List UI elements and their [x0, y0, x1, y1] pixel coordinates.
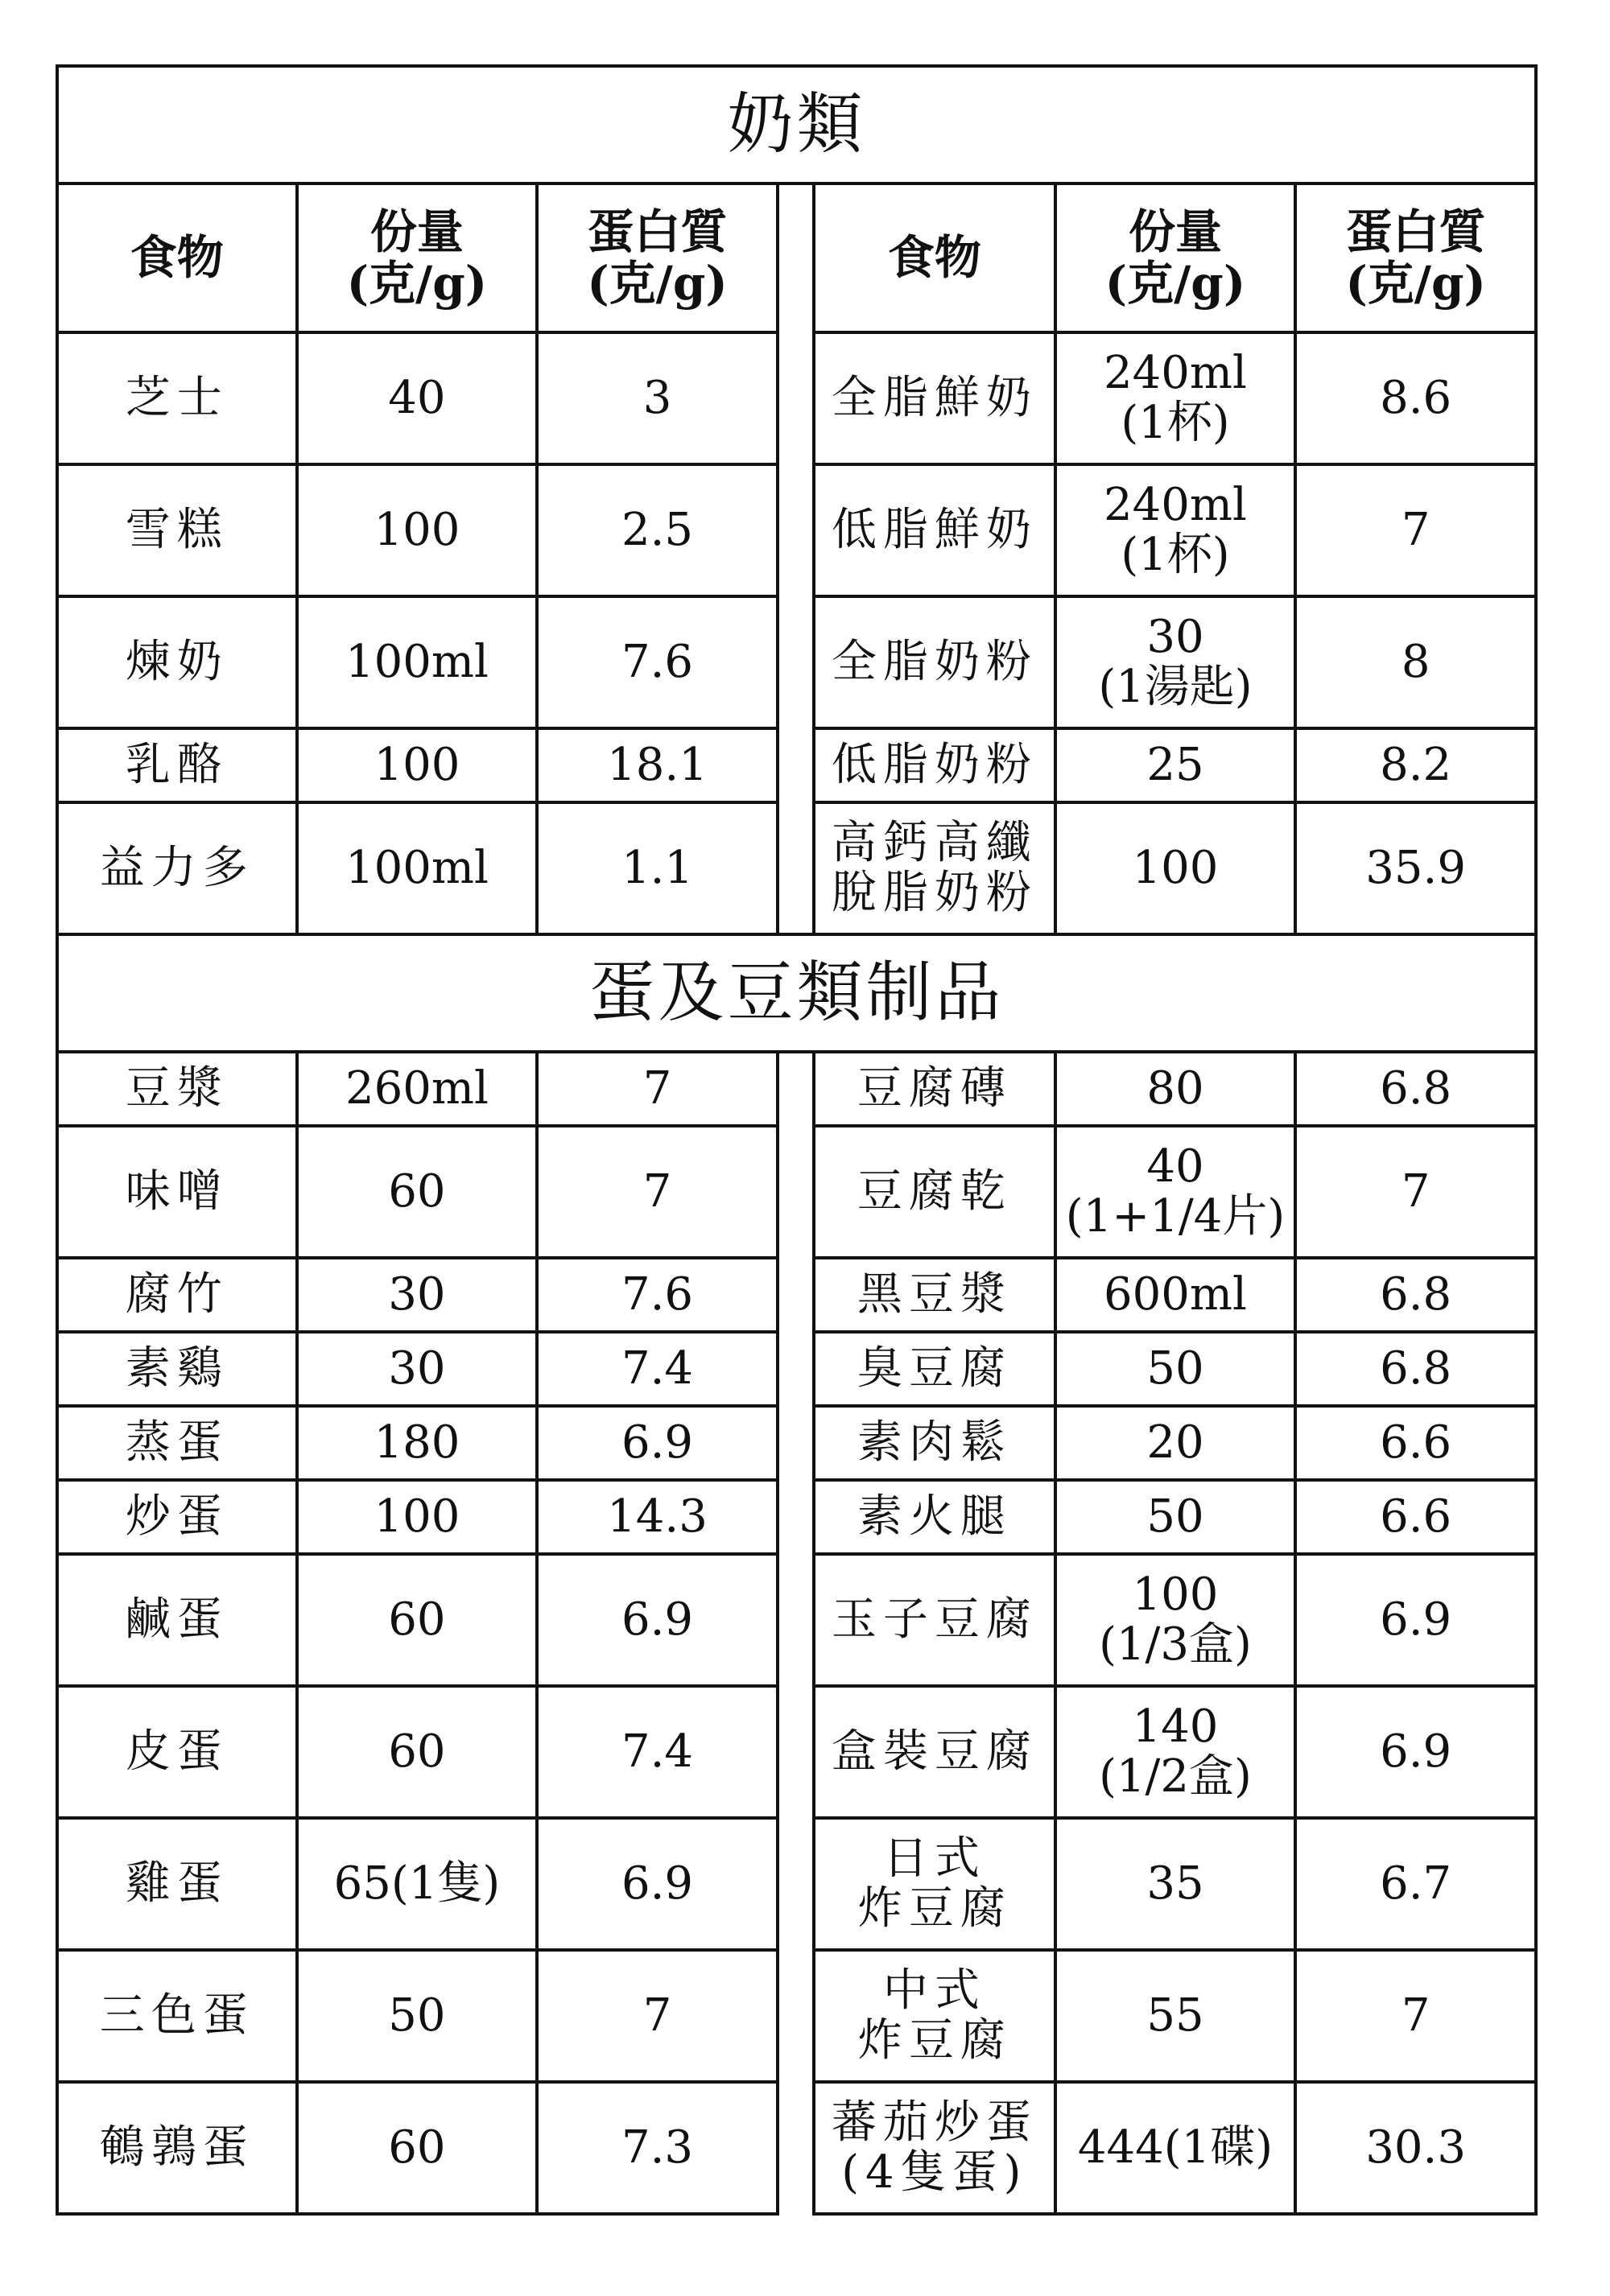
portion-cell: 60	[297, 1554, 538, 1686]
protein-cell: 8	[1295, 596, 1536, 728]
column-divider	[778, 1126, 814, 1258]
table-row	[57, 1686, 1536, 1818]
column-divider	[778, 1950, 814, 2082]
column-divider	[778, 728, 814, 802]
table-row	[57, 332, 1536, 464]
food-name-cell: 臭豆腐	[814, 1332, 1055, 1406]
protein-cell: 7.4	[537, 1332, 778, 1406]
column-divider	[778, 1686, 814, 1818]
protein-cell: 8.6	[1295, 332, 1536, 464]
protein-cell: 6.9	[1295, 1554, 1536, 1686]
table-row	[57, 728, 1536, 802]
protein-cell: 7	[537, 1126, 778, 1258]
portion-cell: 20	[1055, 1406, 1296, 1480]
portion-cell-line2: (1湯匙)	[1098, 661, 1253, 713]
portion-cell-line2: (1/3盒)	[1099, 1618, 1252, 1671]
portion-cell	[1055, 1686, 1296, 1818]
table-row	[57, 2082, 1536, 2214]
portion-cell: 60	[297, 1126, 538, 1258]
food-name-cell: 炒蛋	[57, 1480, 297, 1554]
food-name-cell-line1: 高鈣高纖	[831, 817, 1038, 870]
portion-cell-line1: 240ml	[1104, 347, 1247, 400]
food-name-cell-line1: 日式	[882, 1832, 986, 1886]
food-name-cell: 玉子豆腐	[814, 1554, 1055, 1686]
food-name-cell: 味噌	[57, 1126, 297, 1258]
portion-cell-line2: (1杯)	[1121, 529, 1230, 581]
column-divider	[778, 2082, 814, 2214]
portion-cell: 25	[1055, 728, 1296, 802]
column-divider	[778, 802, 814, 934]
table-row	[57, 1818, 1536, 1950]
table-row	[57, 596, 1536, 728]
food-name-cell-line2: 炸豆腐	[857, 1882, 1012, 1935]
table-row	[57, 1258, 1536, 1332]
food-name-cell-line1: 蕃茄炒蛋	[831, 2096, 1038, 2150]
protein-cell: 6.9	[537, 1406, 778, 1480]
food-name-cell: 皮蛋	[57, 1686, 297, 1818]
header-protein-line1: 蛋白質	[587, 204, 728, 259]
portion-cell: 60	[297, 2082, 538, 2214]
table-row	[57, 1332, 1536, 1406]
table-row	[57, 464, 1536, 596]
protein-cell: 6.9	[537, 1554, 778, 1686]
portion-cell: 100ml	[297, 596, 538, 728]
column-divider	[778, 1480, 814, 1554]
food-name-cell: 腐竹	[57, 1258, 297, 1332]
protein-cell: 6.8	[1295, 1332, 1536, 1406]
food-name-cell: 芝士	[57, 332, 297, 464]
table-row	[57, 1480, 1536, 1554]
food-name-cell: 三色蛋	[57, 1950, 297, 2082]
table-row	[57, 1950, 1536, 2082]
protein-cell: 6.6	[1295, 1480, 1536, 1554]
portion-cell: 30	[297, 1332, 538, 1406]
food-name-cell	[814, 1950, 1055, 2082]
protein-cell: 2.5	[537, 464, 778, 596]
column-divider	[778, 464, 814, 596]
food-name-cell: 素火腿	[814, 1480, 1055, 1554]
portion-cell: 50	[1055, 1480, 1296, 1554]
food-name-cell: 全脂奶粉	[814, 596, 1055, 728]
header-protein-line2: (克/g)	[587, 255, 728, 311]
header-food: 食物	[814, 183, 1055, 332]
food-name-cell: 益力多	[57, 802, 297, 934]
protein-cell: 18.1	[537, 728, 778, 802]
table-row	[57, 1052, 1536, 1126]
food-name-cell: 豆腐乾	[814, 1126, 1055, 1258]
food-name-cell: 雪糕	[57, 464, 297, 596]
protein-cell: 6.8	[1295, 1052, 1536, 1126]
food-name-cell: 全脂鮮奶	[814, 332, 1055, 464]
food-name-cell: 素肉鬆	[814, 1406, 1055, 1480]
portion-cell: 100ml	[297, 802, 538, 934]
protein-cell: 7	[1295, 464, 1536, 596]
portion-cell-line2: (1/2盒)	[1099, 1750, 1252, 1803]
portion-cell: 55	[1055, 1950, 1296, 2082]
portion-cell-line1: 30	[1146, 611, 1204, 664]
header-protein-line2: (克/g)	[1345, 255, 1486, 311]
portion-cell	[1055, 596, 1296, 728]
portion-cell: 60	[297, 1686, 538, 1818]
column-divider	[778, 1554, 814, 1686]
table-row	[57, 802, 1536, 934]
protein-cell: 1.1	[537, 802, 778, 934]
protein-cell: 6.9	[537, 1818, 778, 1950]
header-protein	[1295, 183, 1536, 332]
header-portion-line2: (克/g)	[346, 255, 488, 311]
food-name-cell	[814, 1818, 1055, 1950]
column-divider	[778, 1818, 814, 1950]
portion-cell: 260ml	[297, 1052, 538, 1126]
portion-cell: 100	[297, 1480, 538, 1554]
food-name-cell-line2: 炸豆腐	[857, 2014, 1012, 2067]
portion-cell-line1: 100	[1132, 1568, 1219, 1622]
protein-cell: 7	[537, 1950, 778, 2082]
column-divider	[778, 1258, 814, 1332]
portion-cell	[1055, 1554, 1296, 1686]
column-divider	[778, 596, 814, 728]
header-portion	[297, 183, 538, 332]
protein-cell: 30.3	[1295, 2082, 1536, 2214]
protein-cell: 7.6	[537, 596, 778, 728]
food-name-cell: 雞蛋	[57, 1818, 297, 1950]
food-name-cell: 低脂奶粉	[814, 728, 1055, 802]
portion-cell: 600ml	[1055, 1258, 1296, 1332]
food-name-cell	[814, 802, 1055, 934]
table-row	[57, 1554, 1536, 1686]
food-name-cell: 乳酪	[57, 728, 297, 802]
protein-cell: 35.9	[1295, 802, 1536, 934]
portion-cell	[1055, 464, 1296, 596]
header-portion-line2: (克/g)	[1104, 255, 1246, 311]
section-title-row	[57, 934, 1536, 1052]
protein-cell: 7.3	[537, 2082, 778, 2214]
portion-cell: 35	[1055, 1818, 1296, 1950]
table-row	[57, 1406, 1536, 1480]
protein-cell: 8.2	[1295, 728, 1536, 802]
header-portion	[1055, 183, 1296, 332]
protein-cell: 7.6	[537, 1258, 778, 1332]
column-divider	[778, 332, 814, 464]
section-title: 奶類	[57, 66, 1536, 183]
header-portion-line1: 份量	[1128, 204, 1222, 259]
protein-cell: 6.9	[1295, 1686, 1536, 1818]
food-name-cell-line2: (4隻蛋)	[841, 2146, 1028, 2199]
protein-cell: 7	[537, 1052, 778, 1126]
section-title-row	[57, 66, 1536, 183]
food-name-cell: 盒裝豆腐	[814, 1686, 1055, 1818]
header-food: 食物	[57, 183, 297, 332]
portion-cell	[1055, 332, 1296, 464]
portion-cell: 180	[297, 1406, 538, 1480]
portion-cell: 100	[297, 728, 538, 802]
portion-cell: 100	[1055, 802, 1296, 934]
portion-cell-line2: (1+1/4片)	[1065, 1190, 1286, 1243]
protein-cell: 6.8	[1295, 1258, 1536, 1332]
protein-cell: 3	[537, 332, 778, 464]
portion-cell: 444(1碟)	[1055, 2082, 1296, 2214]
protein-table	[56, 64, 1538, 2216]
column-divider	[778, 1406, 814, 1480]
portion-cell: 100	[297, 464, 538, 596]
food-name-cell: 低脂鮮奶	[814, 464, 1055, 596]
food-name-cell: 豆漿	[57, 1052, 297, 1126]
food-name-cell-line1: 中式	[882, 1964, 986, 2018]
protein-cell: 7.4	[537, 1686, 778, 1818]
portion-cell-line1: 240ml	[1104, 479, 1247, 532]
header-row	[57, 183, 1536, 332]
food-name-cell: 素鷄	[57, 1332, 297, 1406]
header-protein	[537, 183, 778, 332]
portion-cell: 40	[297, 332, 538, 464]
portion-cell-line1: 40	[1146, 1140, 1204, 1193]
column-divider	[778, 1052, 814, 1126]
portion-cell-line1: 140	[1132, 1700, 1219, 1754]
portion-cell	[1055, 1126, 1296, 1258]
portion-cell: 80	[1055, 1052, 1296, 1126]
food-name-cell-line2: 脫脂奶粉	[831, 867, 1038, 919]
protein-cell: 14.3	[537, 1480, 778, 1554]
food-name-cell: 黑豆漿	[814, 1258, 1055, 1332]
food-name-cell: 鵪鶉蛋	[57, 2082, 297, 2214]
food-name-cell: 豆腐磚	[814, 1052, 1055, 1126]
protein-cell: 7	[1295, 1950, 1536, 2082]
food-name-cell: 鹹蛋	[57, 1554, 297, 1686]
food-name-cell: 煉奶	[57, 596, 297, 728]
protein-cell: 6.7	[1295, 1818, 1536, 1950]
column-divider	[778, 1332, 814, 1406]
protein-cell: 7	[1295, 1126, 1536, 1258]
portion-cell: 65(1隻)	[297, 1818, 538, 1950]
section-title: 蛋及豆類制品	[57, 934, 1536, 1052]
portion-cell: 50	[297, 1950, 538, 2082]
food-name-cell: 蒸蛋	[57, 1406, 297, 1480]
header-protein-line1: 蛋白質	[1345, 204, 1486, 259]
protein-cell: 6.6	[1295, 1406, 1536, 1480]
portion-cell: 50	[1055, 1332, 1296, 1406]
column-divider	[778, 183, 814, 332]
portion-cell-line2: (1杯)	[1121, 397, 1230, 449]
food-name-cell	[814, 2082, 1055, 2214]
table-row	[57, 1126, 1536, 1258]
header-portion-line1: 份量	[369, 204, 464, 259]
portion-cell: 30	[297, 1258, 538, 1332]
